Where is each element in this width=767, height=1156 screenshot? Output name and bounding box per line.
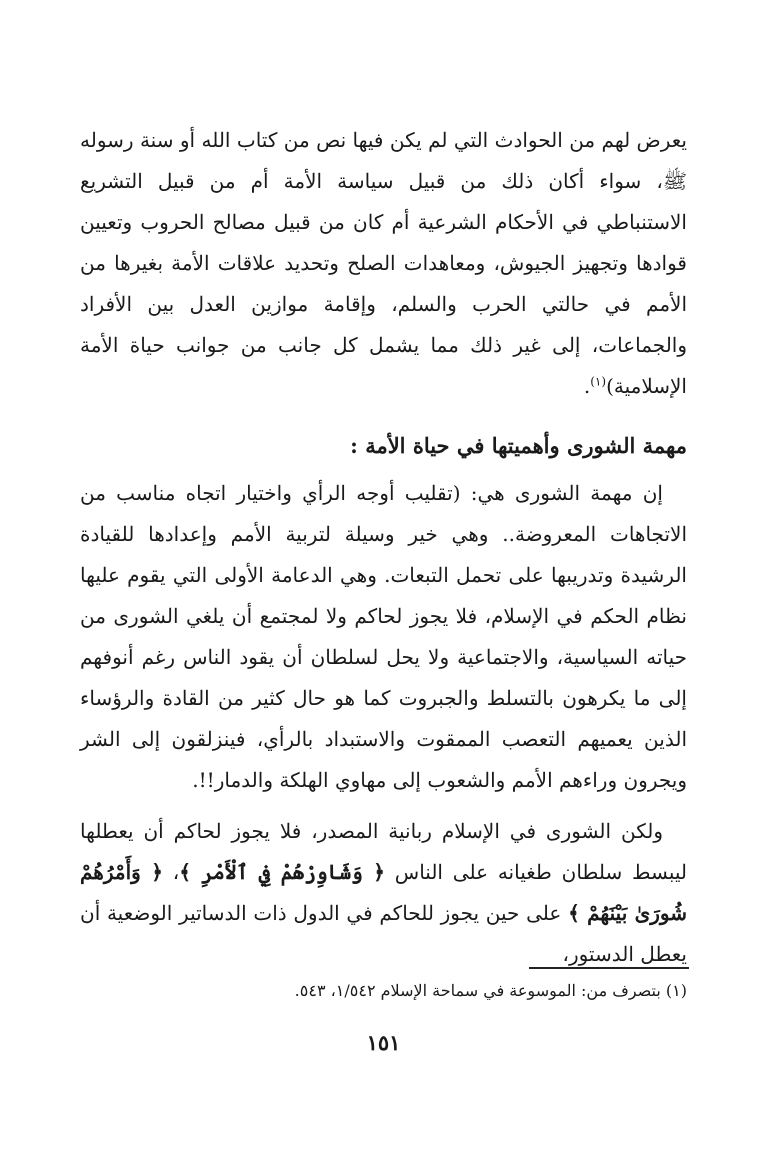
footnote: (١) بتصرف من: الموسوعة في سماحة الإسلام ١/٥٤٢، ٥٤٣. [294, 981, 687, 1000]
verse-separator: ، [172, 860, 180, 884]
paragraph-1-text: يعرض لهم من الحوادث التي لم يكن فيها نص من كتاب الله أو سنة رسوله ﷺ، سواء أكان ذلك من قبيل سياسة الأمة أم من قبيل التشريع الاستنباطي في الأحكام الشرعية أم كان من قبيل مصالح الحروب وتعيين قوادها وتجهيز الجيوش، ومعاهدات الصلح وتحديد علاقات الأمة بغيرها من الأمم في حالتي الحرب والسلم، وإقامة موازين العدل بين الأفراد والجماعات، إلى غير ذلك مما يشمل كل جانب من جوانب حياة الأمة الإسلامية) [80, 128, 687, 398]
paragraph-3-text-1: ولكن الشورى في الإسلام ربانية المصدر، فلا يجوز لحاكم أن يعطلها ليبسط سلطان طغيانه على الناس [80, 819, 687, 884]
paragraph-3 [80, 811, 687, 975]
paragraph-3-text-2: على حين يجوز للحاكم في الدول ذات الدساتير الوضعية أن يعطل الدستور، [80, 901, 687, 966]
page-body [80, 120, 687, 975]
footnote-divider [529, 967, 689, 969]
quran-verse-2: ﴿ وَأَمْرُهُمْ شُورَىٰ بَيْنَهُمْ ﴾ [80, 860, 687, 925]
section-heading: مهمة الشورى وأهميتها في حياة الأمة : [350, 433, 687, 458]
footnote-reference[interactable]: (١) [590, 374, 607, 389]
paragraph-1-end: . [583, 374, 591, 398]
quran-verse-1: ﴿ وَشَاوِرْهُمْ فِي ٱلْأَمْرِ ﴾ [179, 860, 385, 884]
page-number: ١٥١ [366, 1030, 401, 1055]
paragraph-2: إن مهمة الشورى هي: (تقليب أوجه الرأي واختيار اتجاه مناسب من الاتجاهات المعروضة.. وهي خير وسيلة لتربية الأمم وإعدادها للقيادة الرشيدة وتدريبها على تحمل التبعات. وهي الدعامة الأولى التي يقوم عليها نظام الحكم في الإسلام، فلا يجوز لحاكم ولا لمجتمع أن يلغي الشورى من حياته السياسية، والاجتماعية ولا يحل لسلطان أن يقود الناس رغم أنوفهم إلى ما يكرهون بالتسلط والجبروت كما هو حال كثير من القادة والرؤساء الذين يعميهم التعصب الممقوت والاستبداد بالرأي، فينزلقون إلى الشر ويجرون وراءهم الأمم والشعوب إلى مهاوي الهلكة والدمار!!. [80, 481, 688, 792]
paragraph-1 [80, 120, 687, 407]
